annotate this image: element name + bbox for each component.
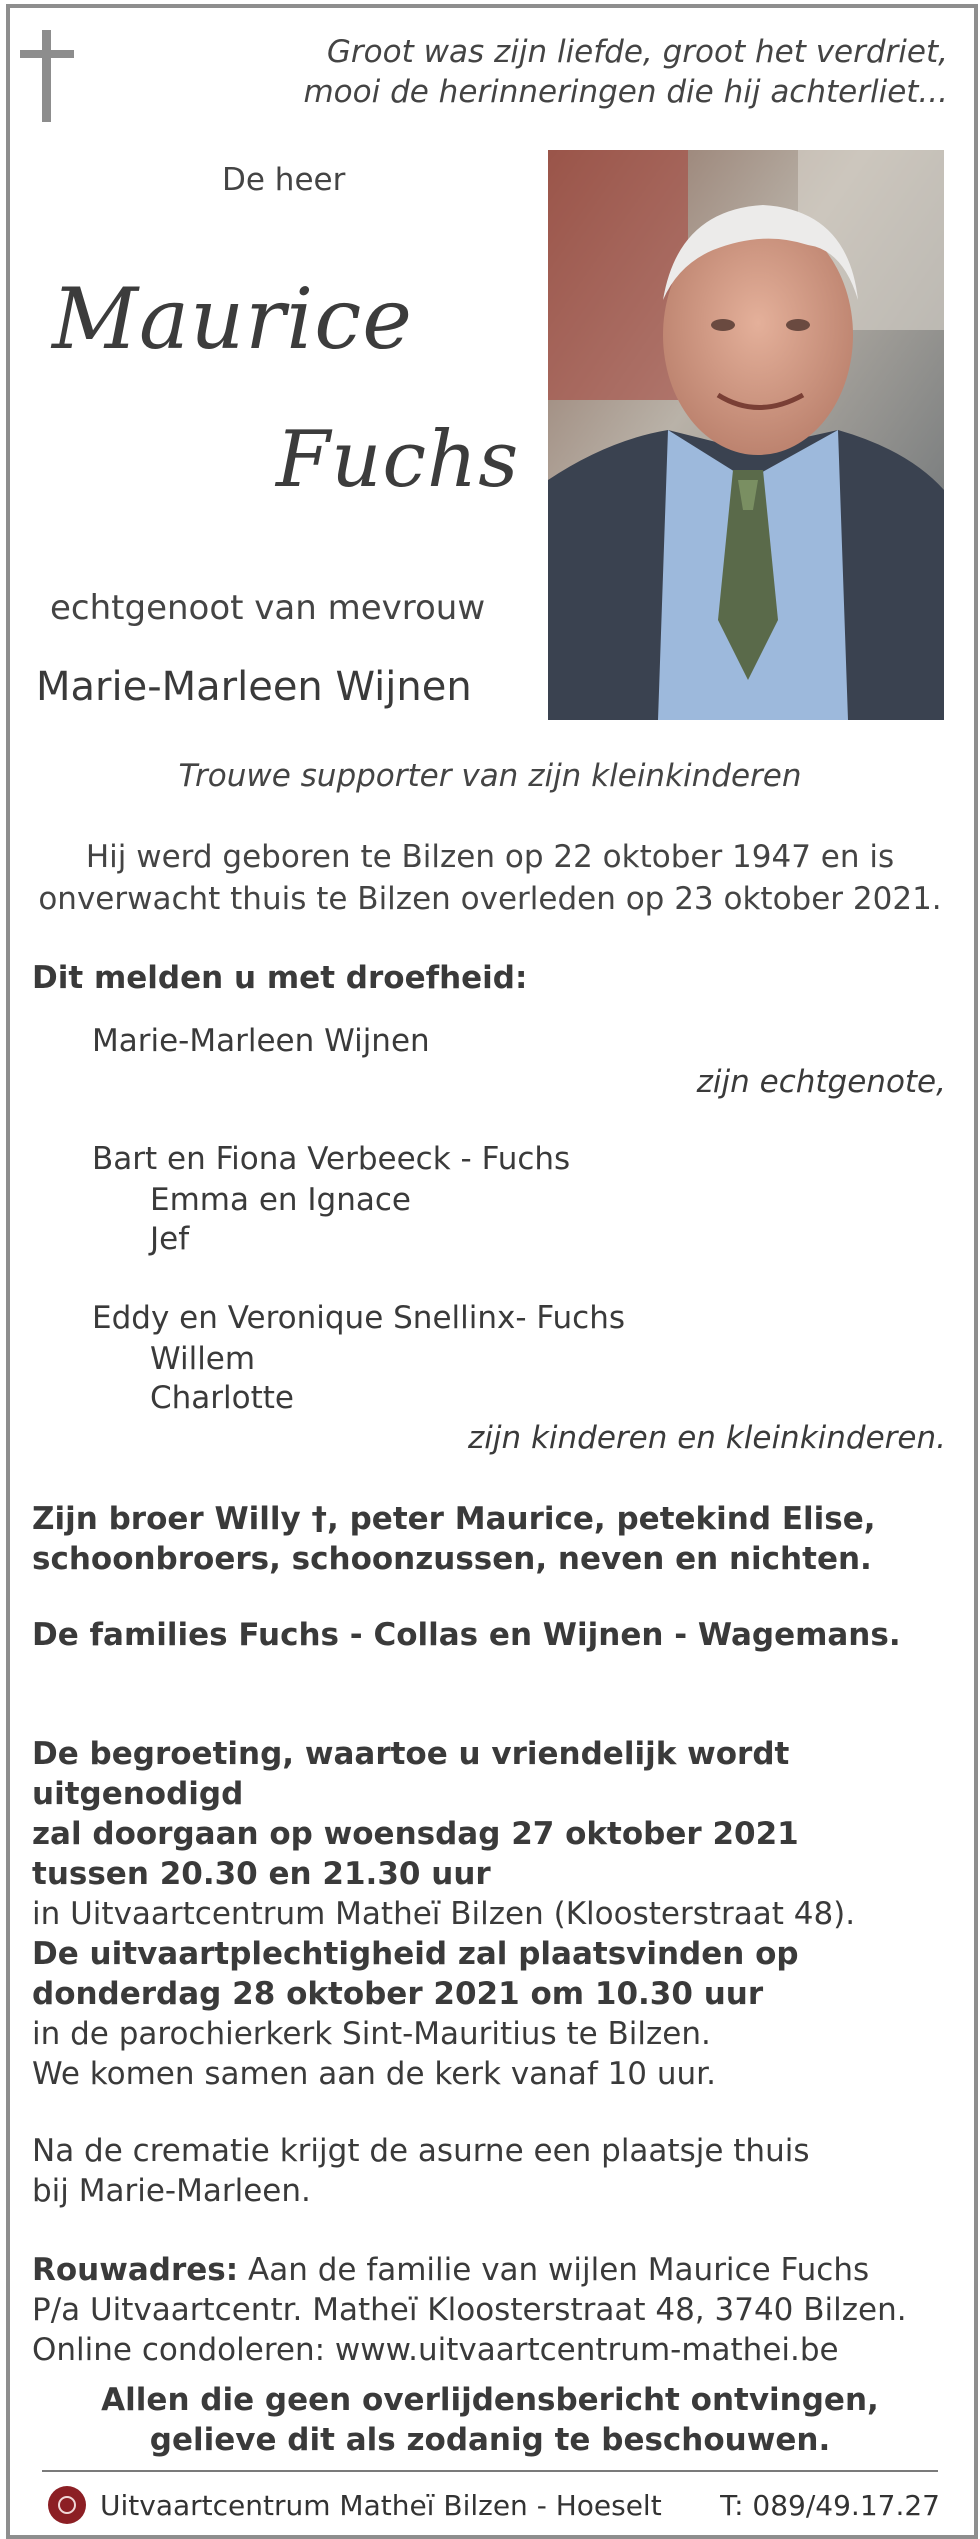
announce-heading: Dit melden u met droefheid: — [32, 960, 528, 996]
closing-note — [0, 2380, 980, 2460]
birth-death-text — [0, 836, 980, 920]
relatives-line: Zijn broer Willy †, peter Maurice, petekind Elise, — [32, 1501, 876, 1537]
portrait-illustration — [548, 150, 944, 720]
relatives-line: schoonbroers, schoonzussen, neven en nichten. — [32, 1541, 872, 1577]
address-line-1 — [32, 2250, 907, 2290]
spouse-name: Marie-Marleen Wijnen — [36, 664, 472, 710]
footer-company: Uitvaartcentrum Matheï Bilzen - Hoeselt — [100, 2489, 662, 2522]
funeral-home-logo-icon — [48, 2486, 86, 2524]
relatives — [32, 1499, 876, 1579]
closing-line: Allen die geen overlijdensbericht ontvingen, — [101, 2382, 879, 2418]
death-line: onverwacht thuis te Bilzen overleden op 23 oktober 2021. — [38, 881, 942, 917]
grandchild-line: Willem — [150, 1341, 256, 1377]
family-spouse: Marie-Marleen Wijnen — [92, 1023, 430, 1059]
grandchild-line: Charlotte — [150, 1380, 294, 1416]
cremation-line: bij Marie-Marleen. — [32, 2173, 311, 2209]
first-name: Maurice — [52, 270, 413, 368]
funeral-line: in de parochierkerk Sint-Mauritius te Bilzen. — [32, 2016, 711, 2052]
cross-icon — [20, 30, 74, 122]
birth-line: Hij werd geboren te Bilzen op 22 oktober 1947 en is — [85, 839, 895, 875]
greeting-block — [32, 1734, 980, 1934]
greeting-time-line — [32, 1854, 980, 1894]
closing-line: gelieve dit als zodanig te beschouwen. — [149, 2422, 831, 2458]
spouse-role: zijn echtgenote, — [696, 1064, 946, 1100]
online-condolences: Online condoleren: www.uitvaartcentrum-mathei.be — [32, 2332, 839, 2368]
memorial-quote — [303, 32, 948, 112]
greeting-time-prefix: tussen — [32, 1856, 160, 1892]
footer-phone: T: 089/49.17.27 — [720, 2489, 940, 2522]
footer-divider — [42, 2470, 938, 2472]
portrait-photo — [548, 150, 944, 720]
cremation-line: Na de crematie krijgt de asurne een plaatsje thuis — [32, 2133, 810, 2169]
quote-line: mooi de herinneringen die hij achterliet... — [303, 74, 948, 110]
greeting-time: 20.30 en 21.30 uur — [159, 1856, 491, 1892]
grandchild-line: Jef — [150, 1221, 190, 1257]
funeral-line: De uitvaartplechtigheid zal plaatsvinden op — [32, 1936, 799, 1972]
cremation-block — [32, 2131, 809, 2211]
quote-line: Groot was zijn liefde, groot het verdriet, — [326, 34, 948, 70]
funeral-block — [32, 1934, 799, 2094]
last-name: Fuchs — [276, 415, 520, 505]
title-prefix: De heer — [222, 162, 346, 198]
family-child-2: Eddy en Veronique Snellinx- Fuchs — [92, 1300, 626, 1336]
funeral-line: We komen samen aan de kerk vanaf 10 uur. — [32, 2056, 716, 2092]
family-child-1: Bart en Fiona Verbeeck - Fuchs — [92, 1141, 571, 1177]
children-role: zijn kinderen en kleinkinderen. — [467, 1420, 946, 1456]
families: De families Fuchs - Collas en Wijnen - Wagemans. — [32, 1617, 901, 1653]
address-text: Aan de familie van wijlen Maurice Fuchs — [238, 2252, 870, 2288]
subtitle: Trouwe supporter van zijn kleinkinderen — [178, 758, 802, 794]
address-label: Rouwadres: — [32, 2252, 239, 2288]
greeting-line: De begroeting, waartoe u vriendelijk wordt uitgenodigd — [32, 1736, 790, 1812]
address-line-2: P/a Uitvaartcentr. Matheï Kloosterstraat 48, 3740 Bilzen. — [32, 2292, 907, 2328]
greeting-location: in Uitvaartcentrum Matheï Bilzen (Kloosterstraat 48). — [32, 1896, 856, 1932]
spouse-prefix: echtgenoot van mevrouw — [50, 588, 486, 628]
grandchild-line: Emma en Ignace — [150, 1182, 411, 1218]
greeting-line: zal doorgaan op woensdag 27 oktober 2021 — [32, 1816, 799, 1852]
funeral-line: donderdag 28 oktober 2021 om 10.30 uur — [32, 1976, 764, 2012]
address-block — [32, 2250, 907, 2370]
